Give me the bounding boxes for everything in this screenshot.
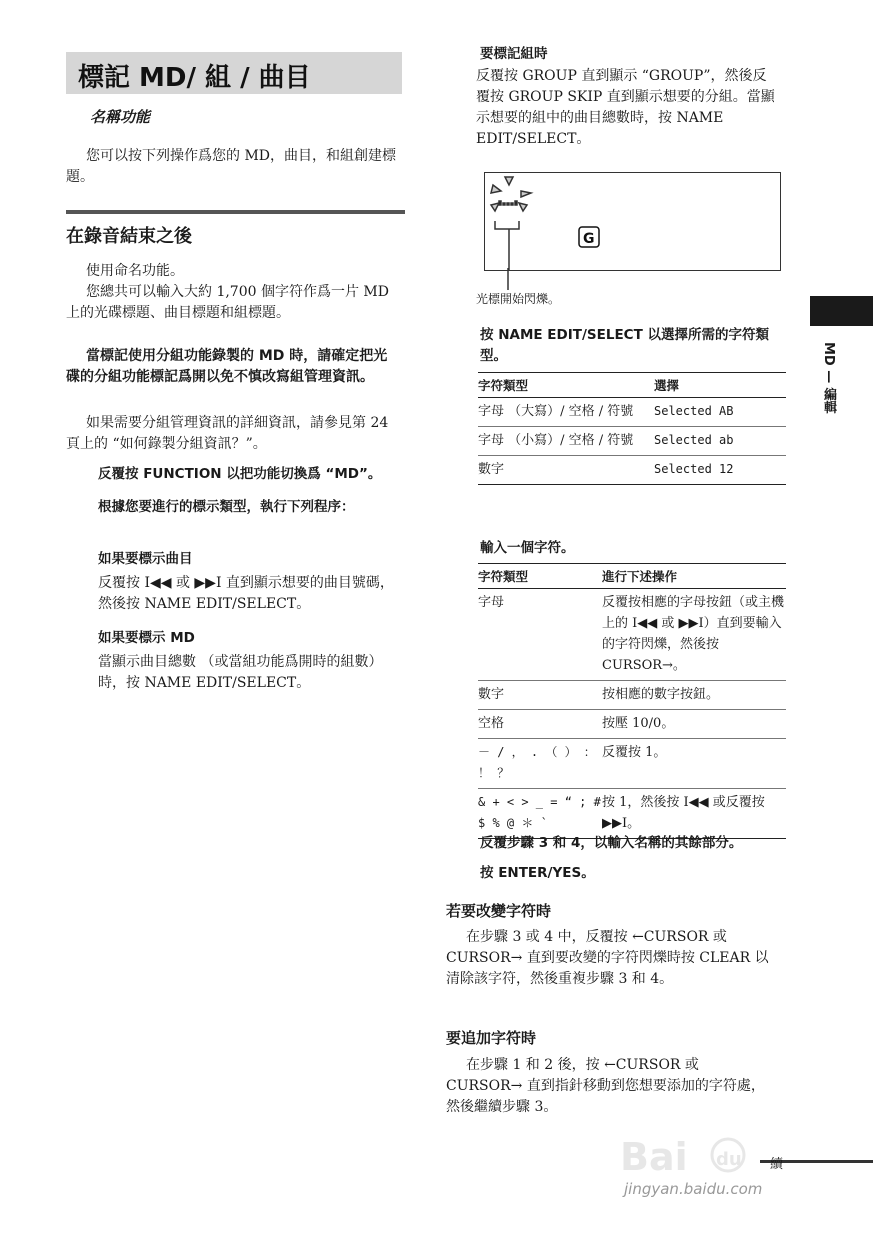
if-md-text: 當顯示曲目總數 （或當組功能爲開時的組數）時，按 NAME EDIT/SELECT。 bbox=[98, 654, 383, 691]
subtitle: 名稱功能 bbox=[90, 108, 151, 126]
change-text: 在步驟 3 或 4 中，反覆按 ←CURSOR 或 CURSOR→ 直到要改變的字符閃爍時按 CLEAR 以清除該字符，然後重複步驟 3 和 4。 bbox=[446, 929, 769, 987]
blinking-cursor-icon bbox=[485, 173, 780, 270]
step-3: 按 NAME EDIT/SELECT 以選擇所需的字符類型。 bbox=[480, 327, 769, 364]
step-2: 根據您要進行的標示類型，執行下列程序： bbox=[98, 499, 355, 515]
table-row bbox=[478, 710, 786, 739]
add-heading: 要追加字符時 bbox=[446, 1029, 537, 1047]
section-paragraph: 如果需要分組管理資訊的詳細資訊，請參見第 24 頁上的 “如何錄製分組資訊？”。 bbox=[66, 415, 389, 452]
page-title: 標記 MD/ 組 / 曲目 bbox=[78, 63, 311, 93]
table-header-cell: 字符類型 bbox=[478, 564, 602, 589]
table-cell: Selected AB bbox=[654, 398, 786, 427]
table-cell: 按相應的數字按鈕。 bbox=[602, 681, 786, 710]
table-row bbox=[478, 739, 786, 789]
group-heading: 要標記組時 bbox=[480, 46, 548, 62]
table-cell: 字母 （大寫）/ 空格 / 符號 bbox=[478, 398, 654, 427]
table-cell: & + < > _ = “ ; # $ % @ ＊ ` bbox=[478, 789, 602, 839]
callout-label: 光標開始閃爍。 bbox=[476, 292, 561, 306]
change-heading: 若要改變字符時 bbox=[446, 902, 552, 920]
table-cell: 按壓 10/0。 bbox=[602, 710, 786, 739]
svg-text:Bai: Bai bbox=[620, 1135, 688, 1179]
svg-text:G: G bbox=[583, 231, 595, 247]
table-row bbox=[478, 398, 786, 427]
table-header-row bbox=[478, 564, 786, 589]
table-cell: 數字 bbox=[478, 681, 602, 710]
char-input-table bbox=[478, 563, 786, 839]
char-type-table bbox=[478, 372, 786, 485]
watermark-logo-icon bbox=[620, 1125, 820, 1220]
group-text: 反覆按 GROUP 直到顯示 “GROUP”，然後反覆按 GROUP SKIP 直到顯示想要的分組。當顯示想要的組中的曲目總數時，按 NAME EDIT/SELECT。 bbox=[476, 68, 775, 147]
step-1: 反覆按 FUNCTION 以把功能切換爲 “MD”。 bbox=[98, 466, 382, 482]
step-6: 按 ENTER/YES。 bbox=[480, 865, 595, 881]
if-track-text: 反覆按 I◀◀ 或 ▶▶I 直到顯示想要的曲目號碼，然後按 NAME EDIT/SELECT。 bbox=[98, 575, 394, 612]
svg-text:du: du bbox=[716, 1149, 742, 1170]
continued-label: 續 bbox=[770, 1157, 784, 1172]
watermark-text: jingyan.baidu.com bbox=[624, 1180, 763, 1198]
section-paragraph: 使用命名功能。 bbox=[86, 263, 184, 279]
table-header-cell: 字符類型 bbox=[478, 373, 654, 398]
table-cell: 字母 bbox=[478, 589, 602, 681]
table-header-row bbox=[478, 373, 786, 398]
section-paragraph: 您總共可以輸入大約 1,700 個字符作爲一片 MD 上的光碟標題、曲目標題和組標題。 bbox=[66, 284, 389, 321]
step-4: 輸入一個字符。 bbox=[480, 540, 575, 556]
side-tab-marker bbox=[810, 296, 873, 326]
if-md-heading: 如果要標示 MD bbox=[98, 630, 195, 646]
table-row bbox=[478, 456, 786, 485]
table-cell: Selected 12 bbox=[654, 456, 786, 485]
section-divider bbox=[66, 210, 405, 214]
table-cell: － / ， . （ ） ： ！ ？ bbox=[478, 739, 602, 789]
table-cell: 字母 （小寫）/ 空格 / 符號 bbox=[478, 427, 654, 456]
table-cell: 空格 bbox=[478, 710, 602, 739]
if-track-heading: 如果要標示曲目 bbox=[98, 551, 193, 567]
table-row bbox=[478, 589, 786, 681]
display-illustration bbox=[484, 172, 781, 271]
section-heading: 在錄音結束之後 bbox=[66, 226, 192, 247]
table-cell: 反覆按相應的字母按鈕（或主機上的 I◀◀ 或 ▶▶I）直到要輸入的字符閃爍，然後按 CURSOR→。 bbox=[602, 589, 786, 681]
table-cell: 按 1，然後按 I◀◀ 或反覆按 ▶▶I。 bbox=[602, 789, 786, 839]
table-cell: Selected ab bbox=[654, 427, 786, 456]
table-row bbox=[478, 681, 786, 710]
table-row bbox=[478, 789, 786, 839]
table-cell: 數字 bbox=[478, 456, 654, 485]
table-header-cell: 選擇 bbox=[654, 373, 786, 398]
intro-paragraph: 您可以按下列操作爲您的 MD，曲目，和組創建標題。 bbox=[66, 148, 397, 185]
title-banner bbox=[66, 52, 402, 94]
step-5: 反覆步驟 3 和 4，以輸入名稱的其餘部分。 bbox=[480, 835, 743, 851]
table-row bbox=[478, 427, 786, 456]
group-icon bbox=[579, 227, 599, 247]
callout-line bbox=[505, 268, 515, 290]
warning-paragraph: 當標記使用分組功能錄製的 MD 時，請確定把光碟的分組功能標記爲開以免不慎改寫組管理資訊。 bbox=[66, 348, 388, 385]
add-text: 在步驟 1 和 2 後，按 ←CURSOR 或 CURSOR→ 直到指針移動到您想要添加的字符處，然後繼續步驟 3。 bbox=[446, 1057, 765, 1115]
table-cell: 反覆按 1。 bbox=[602, 739, 786, 789]
table-header-cell: 進行下述操作 bbox=[602, 564, 786, 589]
side-tab-label: MD — 編輯 bbox=[821, 342, 836, 414]
